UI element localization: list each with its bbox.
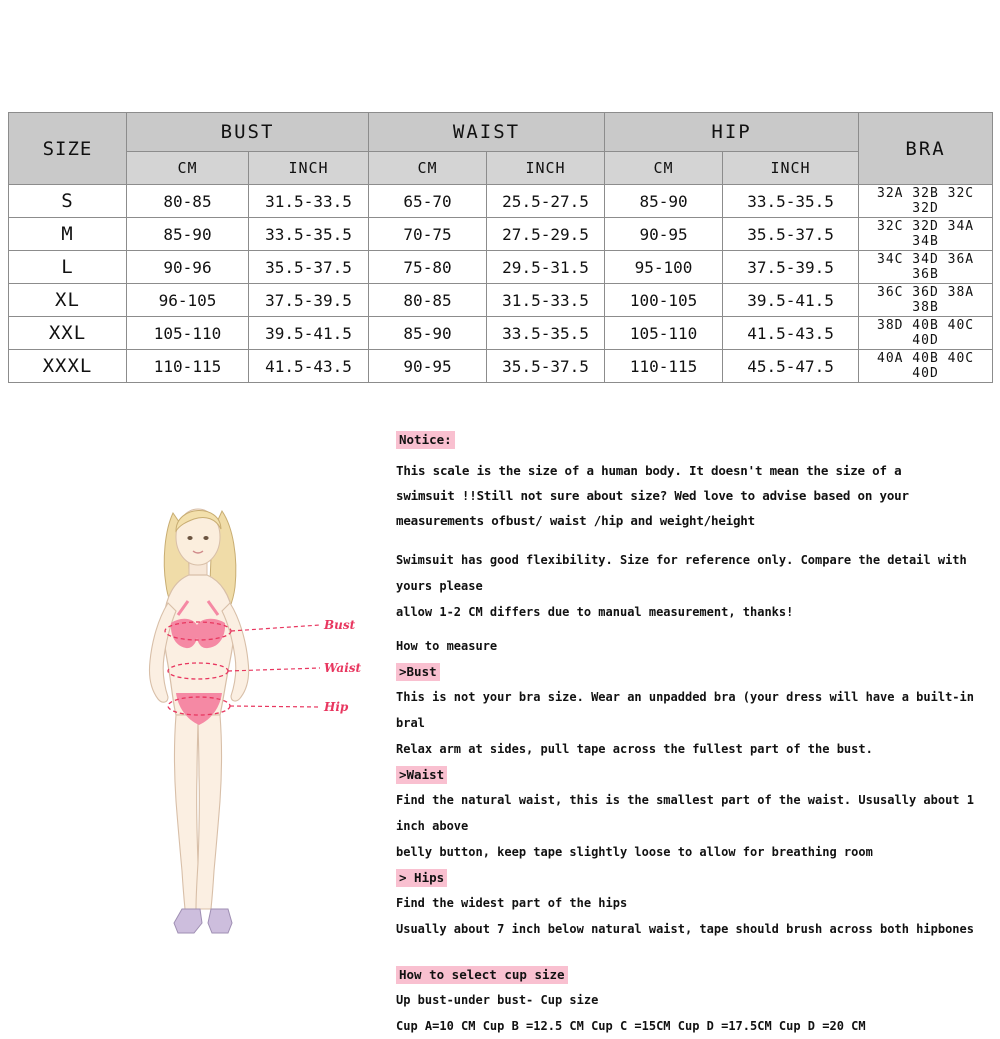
cell-bust-inch: 37.5-39.5 <box>249 284 369 317</box>
female-figure-svg <box>70 475 370 955</box>
waist-line-2: belly button, keep tape slightly loose to allow for breathing room <box>396 845 873 859</box>
cell-size: L <box>9 251 127 284</box>
bust-instructions <box>396 684 992 762</box>
flexibility-note <box>396 547 992 625</box>
notice-block <box>396 427 992 452</box>
cell-waist-inch: 25.5-27.5 <box>487 185 605 218</box>
header-bra: BRA <box>859 113 993 185</box>
header-bust-inch: INCH <box>249 152 369 185</box>
cell-size: XXXL <box>9 350 127 383</box>
hips-heading-row <box>396 865 992 890</box>
cup-size-heading: How to select cup size <box>396 966 568 984</box>
cell-bust-inch: 33.5-35.5 <box>249 218 369 251</box>
table-row <box>9 350 993 383</box>
cell-waist-cm: 85-90 <box>369 317 487 350</box>
table-row <box>9 218 993 251</box>
notice-body-line-2: swimsuit !!Still not sure about size? Wed love to advise based on your <box>396 488 909 503</box>
hips-line-2: Usually about 7 inch below natural waist, tape should brush across both hipbones <box>396 922 974 936</box>
cell-bust-cm: 110-115 <box>127 350 249 383</box>
cell-size: S <box>9 185 127 218</box>
hips-line-1: Find the widest part of the hips <box>396 896 628 910</box>
cell-bust-inch: 31.5-33.5 <box>249 185 369 218</box>
hips-instructions <box>396 890 992 942</box>
cell-bra: 34C 34D 36A 36B <box>859 251 993 284</box>
cell-size: XL <box>9 284 127 317</box>
waist-line-1: Find the natural waist, this is the smallest part of the waist. Ususally about 1 inch above <box>396 793 974 833</box>
notice-body-line-1: This scale is the size of a human body. It doesn't mean the size of a <box>396 463 902 478</box>
cell-size: XXL <box>9 317 127 350</box>
figure-label-waist: Waist <box>324 661 362 675</box>
cell-bra: 32A 32B 32C 32D <box>859 185 993 218</box>
guide-text-panel <box>396 427 992 1039</box>
cell-hip-cm: 85-90 <box>605 185 723 218</box>
cell-hip-inch: 35.5-37.5 <box>723 218 859 251</box>
waist-heading: >Waist <box>396 766 447 784</box>
header-waist: WAIST <box>369 113 605 152</box>
table-row <box>9 251 993 284</box>
cell-hip-cm: 110-115 <box>605 350 723 383</box>
header-hip-inch: INCH <box>723 152 859 185</box>
cell-waist-inch: 27.5-29.5 <box>487 218 605 251</box>
header-size: SIZE <box>9 113 127 185</box>
header-hip: HIP <box>605 113 859 152</box>
table-unit-header-row <box>9 152 993 185</box>
table-row <box>9 284 993 317</box>
cell-bust-inch: 35.5-37.5 <box>249 251 369 284</box>
cup-heading-row <box>396 962 992 987</box>
figure-label-hip: Hip <box>324 700 349 714</box>
cell-waist-cm: 65-70 <box>369 185 487 218</box>
bust-heading-row <box>396 659 992 684</box>
cell-waist-inch: 33.5-35.5 <box>487 317 605 350</box>
table-row <box>9 185 993 218</box>
waist-heading-row <box>396 762 992 787</box>
header-hip-cm: CM <box>605 152 723 185</box>
cell-hip-inch: 41.5-43.5 <box>723 317 859 350</box>
cell-bust-cm: 90-96 <box>127 251 249 284</box>
cell-bra: 32C 32D 34A 34B <box>859 218 993 251</box>
header-waist-inch: INCH <box>487 152 605 185</box>
cell-bust-cm: 85-90 <box>127 218 249 251</box>
cell-bust-cm: 80-85 <box>127 185 249 218</box>
notice-body-line-3: measurements ofbust/ waist /hip and weight/height <box>396 513 755 528</box>
cell-hip-inch: 39.5-41.5 <box>723 284 859 317</box>
cell-hip-inch: 33.5-35.5 <box>723 185 859 218</box>
figure-label-bust: Bust <box>324 618 356 632</box>
table-group-header-row <box>9 113 993 152</box>
cell-size: M <box>9 218 127 251</box>
cell-hip-cm: 95-100 <box>605 251 723 284</box>
cell-hip-inch: 45.5-47.5 <box>723 350 859 383</box>
cell-waist-cm: 90-95 <box>369 350 487 383</box>
size-chart-table <box>8 112 993 383</box>
cell-waist-inch: 35.5-37.5 <box>487 350 605 383</box>
cell-bra: 38D 40B 40C 40D <box>859 317 993 350</box>
cell-bust-inch: 39.5-41.5 <box>249 317 369 350</box>
cell-bust-inch: 41.5-43.5 <box>249 350 369 383</box>
cup-line-2: Cup A=10 CM Cup B =12.5 CM Cup C =15CM Cup D =17.5CM Cup D =20 CM <box>396 1019 866 1033</box>
body-figure-illustration <box>70 475 370 955</box>
cell-waist-cm: 70-75 <box>369 218 487 251</box>
cell-bra: 36C 36D 38A 38B <box>859 284 993 317</box>
how-to-measure-title: How to measure <box>396 639 498 653</box>
header-waist-cm: CM <box>369 152 487 185</box>
bust-line-2: Relax arm at sides, pull tape across the fullest part of the bust. <box>396 742 873 756</box>
cell-waist-inch: 31.5-33.5 <box>487 284 605 317</box>
cell-hip-inch: 37.5-39.5 <box>723 251 859 284</box>
cell-waist-cm: 80-85 <box>369 284 487 317</box>
cell-hip-cm: 100-105 <box>605 284 723 317</box>
header-bust-cm: CM <box>127 152 249 185</box>
cell-hip-cm: 90-95 <box>605 218 723 251</box>
hips-heading: > Hips <box>396 869 447 887</box>
cell-waist-cm: 75-80 <box>369 251 487 284</box>
cup-size-instructions <box>396 987 992 1039</box>
notice-heading: Notice: <box>396 431 455 449</box>
bust-line-1: This is not your bra size. Wear an unpadded bra (your dress will have a built-in bral <box>396 690 974 730</box>
cup-line-1: Up bust-under bust- Cup size <box>396 993 599 1007</box>
cell-bra: 40A 40B 40C 40D <box>859 350 993 383</box>
header-bust: BUST <box>127 113 369 152</box>
flexibility-line-1: Swimsuit has good flexibility. Size for reference only. Compare the detail with yours please <box>396 553 967 593</box>
flexibility-line-2: allow 1-2 CM differs due to manual measurement, thanks! <box>396 605 794 619</box>
cell-waist-inch: 29.5-31.5 <box>487 251 605 284</box>
cell-bust-cm: 96-105 <box>127 284 249 317</box>
notice-body <box>396 458 992 533</box>
bust-heading: >Bust <box>396 663 440 681</box>
cell-hip-cm: 105-110 <box>605 317 723 350</box>
waist-instructions <box>396 787 992 865</box>
table-row <box>9 317 993 350</box>
cell-bust-cm: 105-110 <box>127 317 249 350</box>
